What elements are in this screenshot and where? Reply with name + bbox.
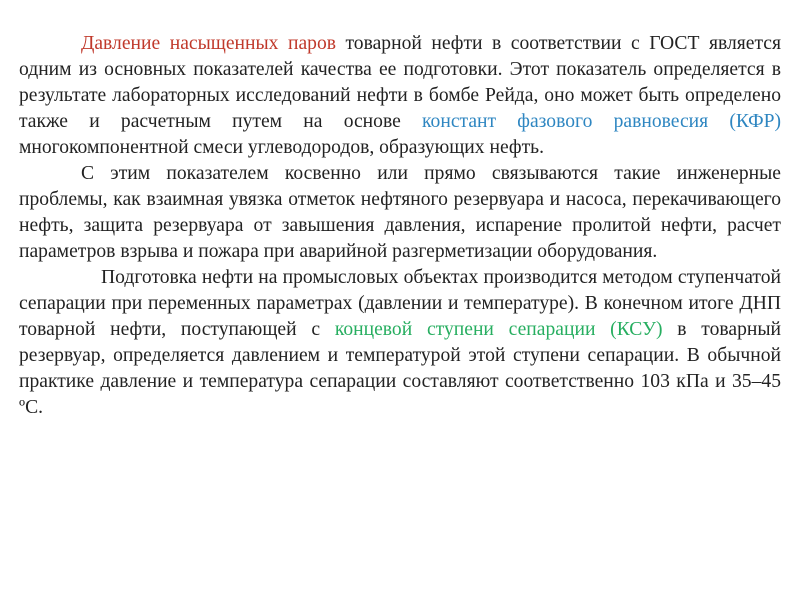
highlighted-term-kfr: констант фазового равновесия (КФР): [422, 111, 781, 132]
paragraph-text: в товарный резервуар, определяется давлением и температурой этой ступени сепарации. В обычной практике давление и температура сепарации составляют соответственно 103 кПа и 35–45 ºС.: [19, 319, 782, 418]
paragraph-oil-preparation: [19, 265, 781, 421]
paragraph-text: товарной нефти в соответствии с ГОСТ является одним из основных показателей качества ее подготовки. Этот показатель определяется в результате лабораторных исследований нефти в бомбе Рейда, оно может быть определено также и расчетным путем на основе: [19, 33, 781, 132]
document-body: [19, 31, 781, 421]
highlighted-term-vapor-pressure: Давление насыщенных паров: [81, 33, 336, 54]
paragraph-text: Подготовка нефти на промысловых объектах производится методом ступенчатой сепарации при переменных параметрах (давлении и температуре). В конечном итоге ДНП товарной нефти, поступающей с: [19, 267, 781, 340]
paragraph-engineering-problems: [19, 161, 781, 265]
highlighted-term-ksu: концевой ступени сепарации (КСУ): [334, 319, 663, 340]
paragraph-text: С этим показателем косвенно или прямо связываются такие инженерные проблемы, как взаимная увязка отметок нефтяного резервуара и насоса, перекачивающего нефть, защита резервуара от завышения давления, испарение пролитой нефти, расчет параметров взрыва и пожара при аварийной разгерметизации оборудования.: [19, 163, 781, 262]
paragraph-text: многокомпонентной смеси углеводородов, образующих нефть.: [19, 137, 544, 158]
paragraph-vapor-pressure: [19, 31, 781, 161]
